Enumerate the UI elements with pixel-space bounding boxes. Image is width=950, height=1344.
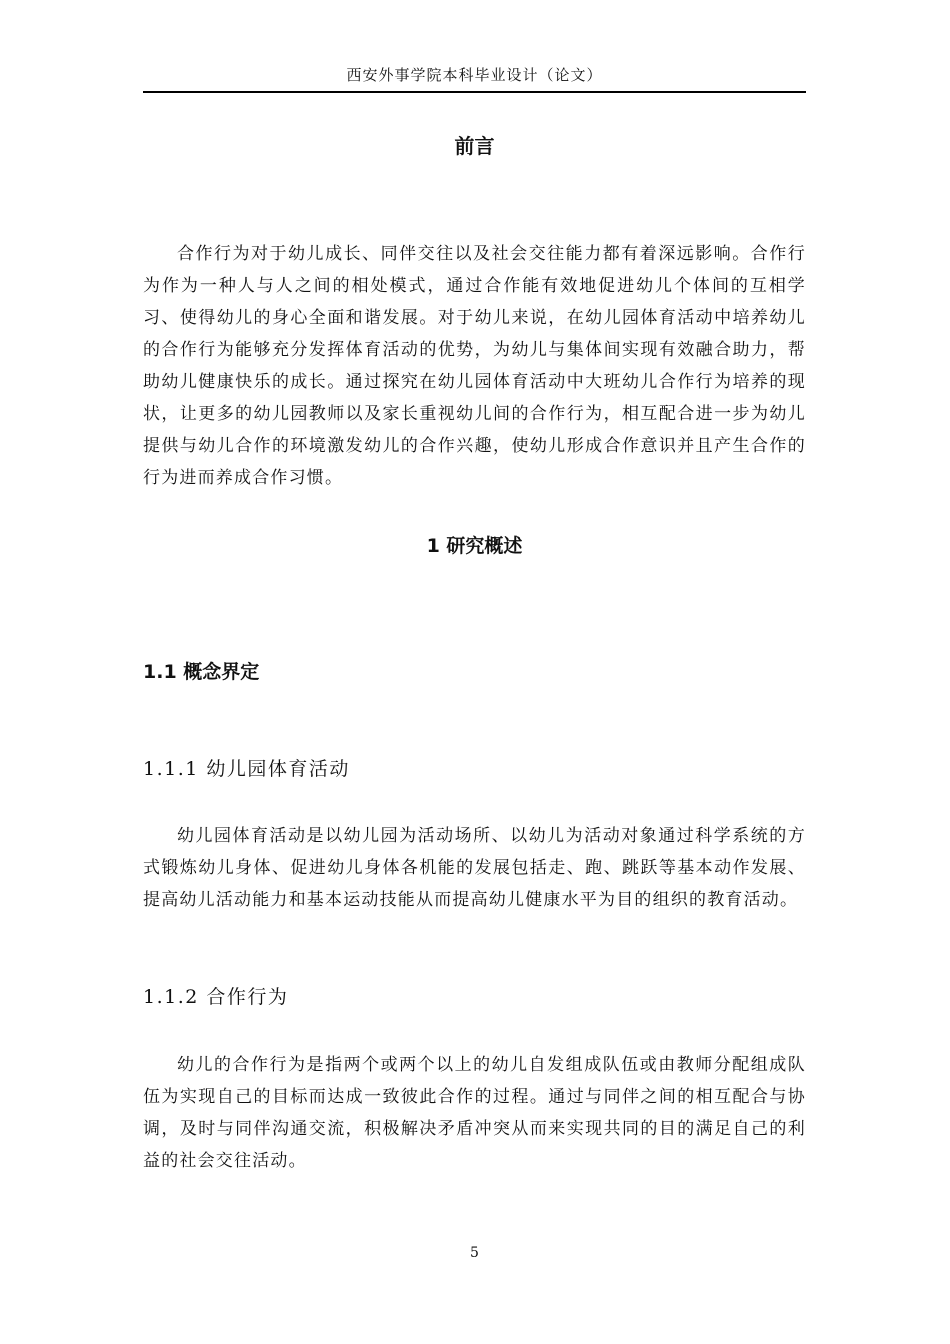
chapter-1-heading: 1 研究概述 — [426, 535, 523, 557]
preface-heading: 前言 — [454, 134, 495, 158]
section-1-1-1-paragraph: 幼儿园体育活动是以幼儿园为活动场所、以幼儿为活动对象通过科学系统的方式锻炼幼儿身体、促进幼儿身体各机能的发展包括走、跑、跳跃等基本动作发展、提高幼儿活动能力和基本运动技能从而提高幼儿健康水平为目的组织的教育活动。 — [143, 826, 806, 910]
page-header: 西安外事学院本科毕业设计（论文） — [143, 64, 806, 93]
section-1-1-1-heading: 1.1.1 幼儿园体育活动 — [143, 758, 350, 780]
section-1-1-2-heading: 1.1.2 合作行为 — [143, 986, 289, 1008]
preface-paragraph: 合作行为对于幼儿成长、同伴交往以及社会交往能力都有着深远影响。合作行为作为一种人与人之间的相处模式，通过合作能有效地促进幼儿个体间的互相学习、使得幼儿的身心全面和谐发展。对于幼儿来说，在幼儿园体育活动中培养幼儿的合作行为能够充分发挥体育活动的优势，为幼儿与集体间实现有效融合助力，帮助幼儿健康快乐的成长。通过探究在幼儿园体育活动中大班幼儿合作行为培养的现状，让更多的幼儿园教师以及家长重视幼儿间的合作行为，相互配合进一步为幼儿提供与幼儿合作的环境激发幼儿的合作兴趣，使幼儿形成合作意识并且产生合作的行为进而养成合作习惯。 — [143, 244, 806, 488]
section-1-1-heading: 1.1 概念界定 — [143, 661, 260, 683]
page-number: 5 — [470, 1245, 479, 1261]
section-1-1-2-paragraph: 幼儿的合作行为是指两个或两个以上的幼儿自发组成队伍或由教师分配组成队伍为实现自己的目标而达成一致彼此合作的过程。通过与同伴之间的相互配合与协调，及时与同伴沟通交流，积极解决矛盾冲突从而来实现共同的目的满足自己的利益的社会交往活动。 — [143, 1055, 806, 1171]
